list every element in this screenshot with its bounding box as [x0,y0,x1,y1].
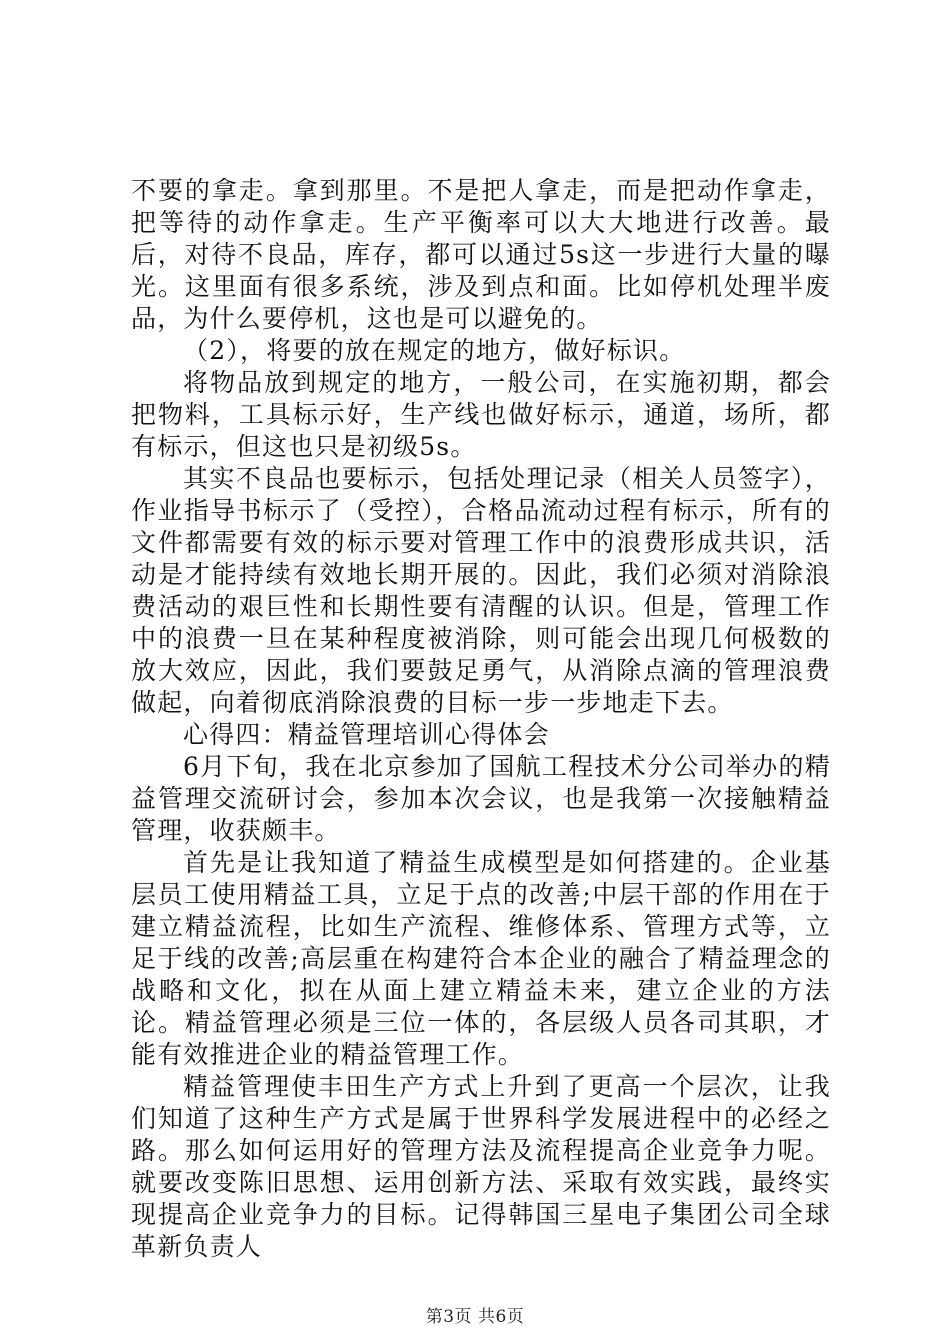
paragraph-7: 首先是让我知道了精益生成模型是如何搭建的。企业基层员工使用精益工具，立足于点的改善;中层干部的作用在于建立精益流程，比如生产流程、维修体系、管理方式等，立足于线的改善;高层重在构建符合本企业的融合了精益理念的战略和文化，拟在从面上建立精益未来，建立企业的方法论。精益管理必须是三位一体的，各层级人员各司其职，才能有效推进企业的精益管理工作。 [131,848,831,1069]
paragraph-4: 其实不良品也要标示，包括处理记录（相关人员签字），作业指导书标示了（受控），合格品流动过程有标示，所有的文件都需要有效的标示要对管理工作中的浪费形成共识，活动是才能持续有效地长期开展的。因此，我们必须对消除浪费活动的艰巨性和长期性要有清醒的认识。但是，管理工作中的浪费一旦在某种程度被消除，则可能会出现几何极数的放大效应，因此，我们要鼓足勇气，从消除点滴的管理浪费做起，向着彻底消除浪费的目标一步一步地走下去。 [131,464,831,717]
paragraph-3: 将物品放到规定的地方，一般公司，在实施初期，都会把物料，工具标示好，生产线也做好标示，通道，场所，都有标示，但这也只是初级5s。 [131,368,831,461]
page-number-footer: 第3页 共6页 [425,1307,525,1327]
paragraph-2: （2），将要的放在规定的地方，做好标识。 [183,336,686,365]
document-body [131,175,831,1263]
paragraph-8: 精益管理使丰田生产方式上升到了更高一个层次，让我们知道了这种生产方式是属于世界科学发展进程中的必经之路。那么如何运用好的管理方法及流程提高企业竞争力呢。就要改变陈旧思想、运用创新方法、采取有效实践，最终实现提高企业竞争力的目标。记得韩国三星电子集团公司全球革新负责人 [131,1072,831,1261]
paragraph-1: 不要的拿走。拿到那里。不是把人拿走，而是把动作拿走，把等待的动作拿走。生产平衡率可以大大地进行改善。最后，对待不良品，库存，都可以通过5s这一步进行大量的曝光。这里面有很多系统，涉及到点和面。比如停机处理半废品，为什么要停机，这也是可以避免的。 [131,176,831,333]
section-heading: 心得四：精益管理培训心得体会 [183,720,550,749]
paragraph-6: 6月下旬，我在北京参加了国航工程技术分公司举办的精益管理交流研讨会，参加本次会议，也是我第一次接触精益管理，收获颇丰。 [131,752,831,845]
